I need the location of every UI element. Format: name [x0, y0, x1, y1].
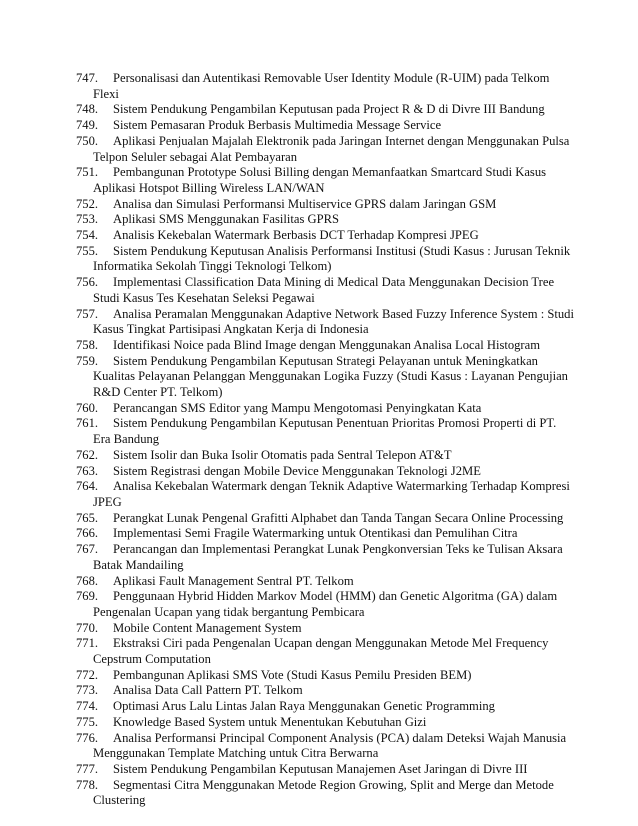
list-item — [76, 212, 576, 228]
item-number: 763. — [76, 463, 99, 478]
item-number: 752. — [76, 196, 99, 211]
item-number: 768. — [76, 573, 99, 588]
list-item — [76, 683, 576, 699]
list-item — [76, 715, 576, 731]
list-item — [76, 401, 576, 417]
list-item — [76, 197, 576, 213]
list-item — [76, 244, 576, 275]
item-number: 777. — [76, 761, 99, 776]
item-title: Analisa Kekebalan Watermark dengan Teknik Adaptive Watermarking Terhadap Kompresi JPEG — [93, 479, 570, 509]
list-item — [76, 731, 576, 762]
list-item — [76, 526, 576, 542]
item-number: 767. — [76, 542, 99, 557]
item-title: Perancangan SMS Editor yang Mampu Mengotomasi Penyingkatan Kata — [113, 400, 482, 415]
item-title: Sistem Pendukung Keputusan Analisis Performansi Institusi (Studi Kasus : Jurusan Teknik Informatika Sekolah Tinggi Teknologi Telkom) — [93, 243, 571, 274]
list-item — [76, 134, 576, 165]
item-title: Optimasi Arus Lalu Lintas Jalan Raya Menggunakan Genetic Programming — [113, 699, 495, 714]
list-item — [76, 338, 576, 354]
item-number: 765. — [76, 510, 99, 525]
item-title: Segmentasi Citra Menggunakan Metode Region Growing, Split and Merge dan Metode Clustering — [93, 777, 554, 808]
item-title: Analisa Data Call Pattern PT. Telkom — [113, 683, 303, 698]
item-number: 748. — [76, 102, 99, 117]
item-title: Aplikasi Fault Management Sentral PT. Telkom — [113, 573, 354, 588]
list-item — [76, 778, 576, 809]
list-item — [76, 479, 576, 510]
list-item — [76, 165, 576, 196]
item-number: 778. — [76, 777, 99, 792]
item-title: Sistem Isolir dan Buka Isolir Otomatis pada Sentral Telepon AT&T — [113, 447, 452, 462]
item-number: 776. — [76, 730, 99, 745]
list-item — [76, 699, 576, 715]
item-number: 773. — [76, 683, 99, 698]
list-item — [76, 621, 576, 637]
item-number: 760. — [76, 400, 99, 415]
item-title: Personalisasi dan Autentikasi Removable User Identity Module (R-UIM) pada Telkom Flexi — [93, 71, 550, 101]
item-number: 775. — [76, 714, 99, 729]
item-title: Perangkat Lunak Pengenal Grafitti Alphabet dan Tanda Tangan Secara Online Processing — [113, 510, 564, 525]
item-title: Analisa Performansi Principal Component Analysis (PCA) dalam Deteksi Wajah Manusia Menggunakan Template Matching untuk Citra Berwarna — [93, 730, 567, 761]
list-item — [76, 464, 576, 480]
item-number: 769. — [76, 589, 99, 604]
item-number: 756. — [76, 275, 99, 290]
item-number: 762. — [76, 447, 99, 462]
list-item — [76, 71, 576, 102]
list-item — [76, 511, 576, 527]
list-item — [76, 416, 576, 447]
item-number: 754. — [76, 228, 99, 243]
item-title: Sistem Pemasaran Produk Berbasis Multimedia Message Service — [113, 118, 442, 133]
item-number: 770. — [76, 620, 99, 635]
item-title: Sistem Pendukung Pengambilan Keputusan Penentuan Prioritas Promosi Properti di PT. Era Bandung — [93, 416, 557, 447]
item-number: 755. — [76, 243, 99, 258]
list-item — [76, 275, 576, 306]
item-title: Mobile Content Management System — [113, 620, 302, 635]
item-title: Pembangunan Aplikasi SMS Vote (Studi Kasus Pemilu Presiden BEM) — [113, 667, 472, 682]
item-title: Ekstraksi Ciri pada Pengenalan Ucapan dengan Menggunakan Metode Mel Frequency Cepstrum Computation — [93, 636, 549, 667]
item-number: 764. — [76, 479, 99, 494]
item-title: Analisa dan Simulasi Performansi Multiservice GPRS dalam Jaringan GSM — [113, 196, 497, 211]
item-title: Identifikasi Noice pada Blind Image dengan Menggunakan Analisa Local Histogram — [113, 337, 541, 352]
thesis-title-list — [76, 71, 576, 809]
item-number: 747. — [76, 71, 99, 85]
item-number: 757. — [76, 306, 99, 321]
item-number: 774. — [76, 699, 99, 714]
item-title: Implementasi Classification Data Mining di Medical Data Menggunakan Decision Tree Studi Kasus Tes Kesehatan Seleksi Pegawai — [93, 275, 555, 305]
list-item — [76, 102, 576, 118]
item-title: Perancangan dan Implementasi Perangkat Lunak Pengkonversian Teks ke Tulisan Aksara Batak Mandailing — [93, 542, 563, 572]
list-item — [76, 354, 576, 401]
item-number: 749. — [76, 118, 99, 133]
item-title: Pembangunan Prototype Solusi Billing dengan Memanfaatkan Smartcard Studi Kasus Aplikasi Hotspot Billing Wireless LAN/WAN — [93, 165, 547, 195]
item-title: Knowledge Based System untuk Menentukan Kebutuhan Gizi — [113, 714, 427, 729]
list-item — [76, 448, 576, 464]
item-number: 772. — [76, 667, 99, 682]
list-item — [76, 542, 576, 573]
item-number: 759. — [76, 353, 99, 368]
item-title: Sistem Pendukung Pengambilan Keputusan Strategi Pelayanan untuk Meningkatkan Kualitas Pelayanan Pelanggan Menggunakan Logika Fuzzy (Studi Kasus : Layanan Pengujian R&D Center PT. Telkom) — [93, 353, 568, 400]
item-number: 750. — [76, 133, 99, 148]
item-number: 766. — [76, 526, 99, 541]
item-number: 753. — [76, 212, 99, 227]
item-title: Sistem Pendukung Pengambilan Keputusan pada Project R & D di Divre III Bandung — [113, 102, 545, 117]
item-title: Sistem Registrasi dengan Mobile Device Menggunakan Teknologi J2ME — [113, 463, 481, 478]
item-title: Aplikasi SMS Menggunakan Fasilitas GPRS — [113, 212, 340, 227]
item-number: 751. — [76, 165, 99, 180]
list-item — [76, 228, 576, 244]
list-item — [76, 762, 576, 778]
list-item — [76, 118, 576, 134]
item-title: Sistem Pendukung Pengambilan Keputusan Manajemen Aset Jaringan di Divre III — [113, 761, 528, 776]
item-title: Implementasi Semi Fragile Watermarking untuk Otentikasi dan Pemulihan Citra — [113, 526, 518, 541]
item-number: 758. — [76, 337, 99, 352]
item-title: Penggunaan Hybrid Hidden Markov Model (HMM) dan Genetic Algoritma (GA) dalam Pengenalan Ucapan yang tidak bergantung Pembicara — [93, 589, 558, 619]
list-item — [76, 668, 576, 684]
list-item — [76, 636, 576, 667]
item-title: Aplikasi Penjualan Majalah Elektronik pada Jaringan Internet dengan Menggunakan Pulsa Telpon Seluler sebagai Alat Pembayaran — [93, 133, 570, 164]
item-title: Analisis Kekebalan Watermark Berbasis DCT Terhadap Kompresi JPEG — [113, 228, 479, 243]
item-number: 771. — [76, 636, 99, 651]
item-title: Analisa Peramalan Menggunakan Adaptive Network Based Fuzzy Inference System : Studi Kasus Tingkat Partisipasi Angkatan Kerja di Indonesia — [93, 306, 574, 337]
list-item — [76, 589, 576, 620]
list-item — [76, 307, 576, 338]
item-number: 761. — [76, 416, 99, 431]
list-item — [76, 574, 576, 590]
